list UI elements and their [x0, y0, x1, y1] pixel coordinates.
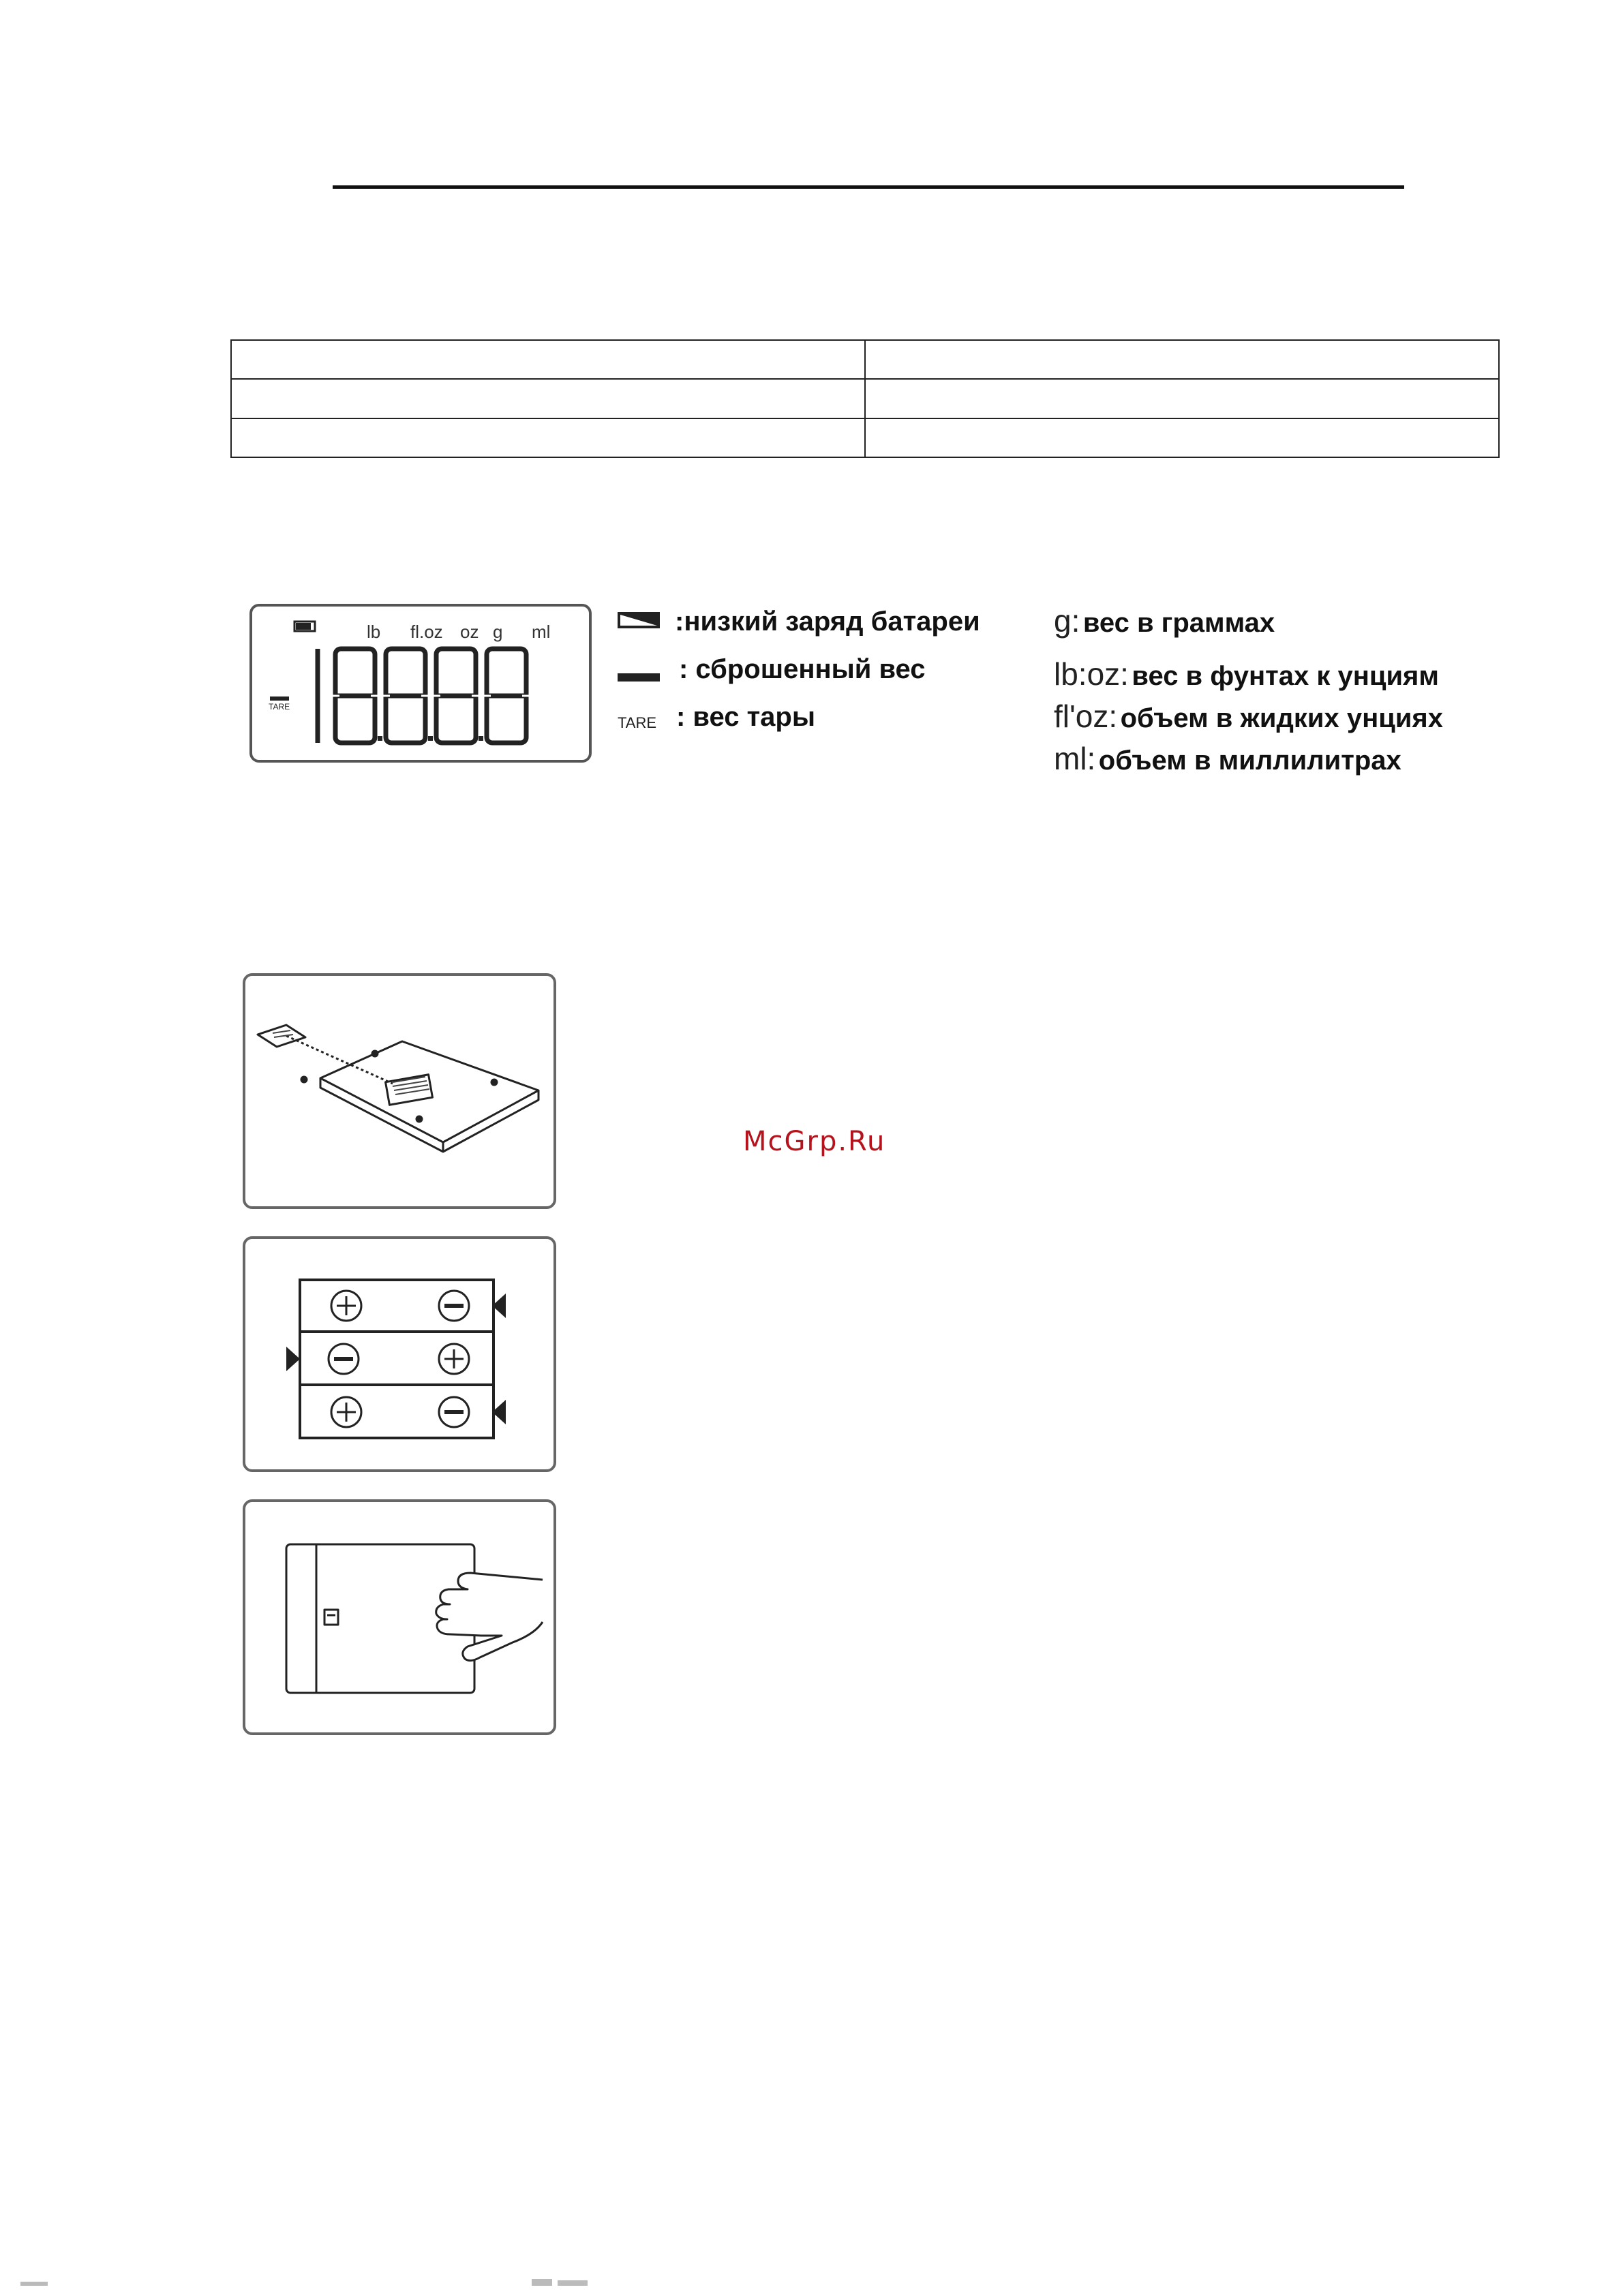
watermark: McGrp.Ru: [743, 1126, 886, 1157]
legend-tare-label: TARE: [618, 714, 657, 731]
legend-lboz: [1054, 656, 1439, 692]
battery-polarity-illustration: [243, 1236, 556, 1472]
lcd-unit-oz: oz: [460, 622, 479, 642]
lcd-unit-floz: fl.oz: [410, 622, 443, 642]
lcd-unit-ml: ml: [532, 622, 551, 642]
legend-ml-text: объем в миллилитрах: [1098, 746, 1401, 776]
plus-icon: [331, 1291, 361, 1321]
scale-bottom-illustration: [243, 973, 556, 1209]
battery-icon: [618, 612, 648, 627]
table-row: [231, 418, 1499, 457]
legend-floz-text: объем в жидких унциях: [1120, 703, 1443, 733]
battery-icon: [294, 622, 315, 631]
legend-g-text: вес в граммах: [1082, 608, 1275, 638]
legend-lboz-unit: lb:oz:: [1054, 656, 1129, 692]
legend-reset: : сброшенный вес: [679, 654, 926, 684]
minus-icon: [439, 1397, 469, 1427]
table-row: [231, 340, 1499, 379]
lcd-tare-label: TARE: [269, 702, 290, 711]
legend-battery: :низкий заряд батареи: [675, 607, 980, 637]
plus-icon: [331, 1397, 361, 1427]
lcd-unit-lb: lb: [367, 622, 381, 642]
scan-marks: [0, 2272, 1623, 2293]
minus-icon: [329, 1344, 359, 1374]
plus-icon: [439, 1344, 469, 1374]
legend-tare: : вес тары: [676, 702, 816, 732]
legend-floz-unit: fl'oz:: [1054, 699, 1118, 734]
arrow-right-icon: [286, 1347, 300, 1371]
legend-ml-unit: ml:: [1054, 741, 1096, 776]
close-cover-illustration: [243, 1499, 556, 1735]
header-rule: [333, 185, 1404, 189]
table-row: [231, 379, 1499, 418]
lcd-unit-g: g: [493, 622, 503, 642]
minus-icon: [439, 1291, 469, 1321]
minus-segment: [270, 697, 289, 701]
legend-lboz-text: вес в фунтах к унциям: [1132, 661, 1439, 691]
legend-ml: [1054, 740, 1401, 777]
legend-floz: [1054, 698, 1443, 735]
legend-g-unit: g:: [1054, 603, 1080, 639]
legend-g: [1054, 602, 1275, 639]
lcd-display: [249, 604, 592, 763]
spec-table: [230, 339, 1500, 458]
reset-dash-icon: [618, 673, 660, 682]
